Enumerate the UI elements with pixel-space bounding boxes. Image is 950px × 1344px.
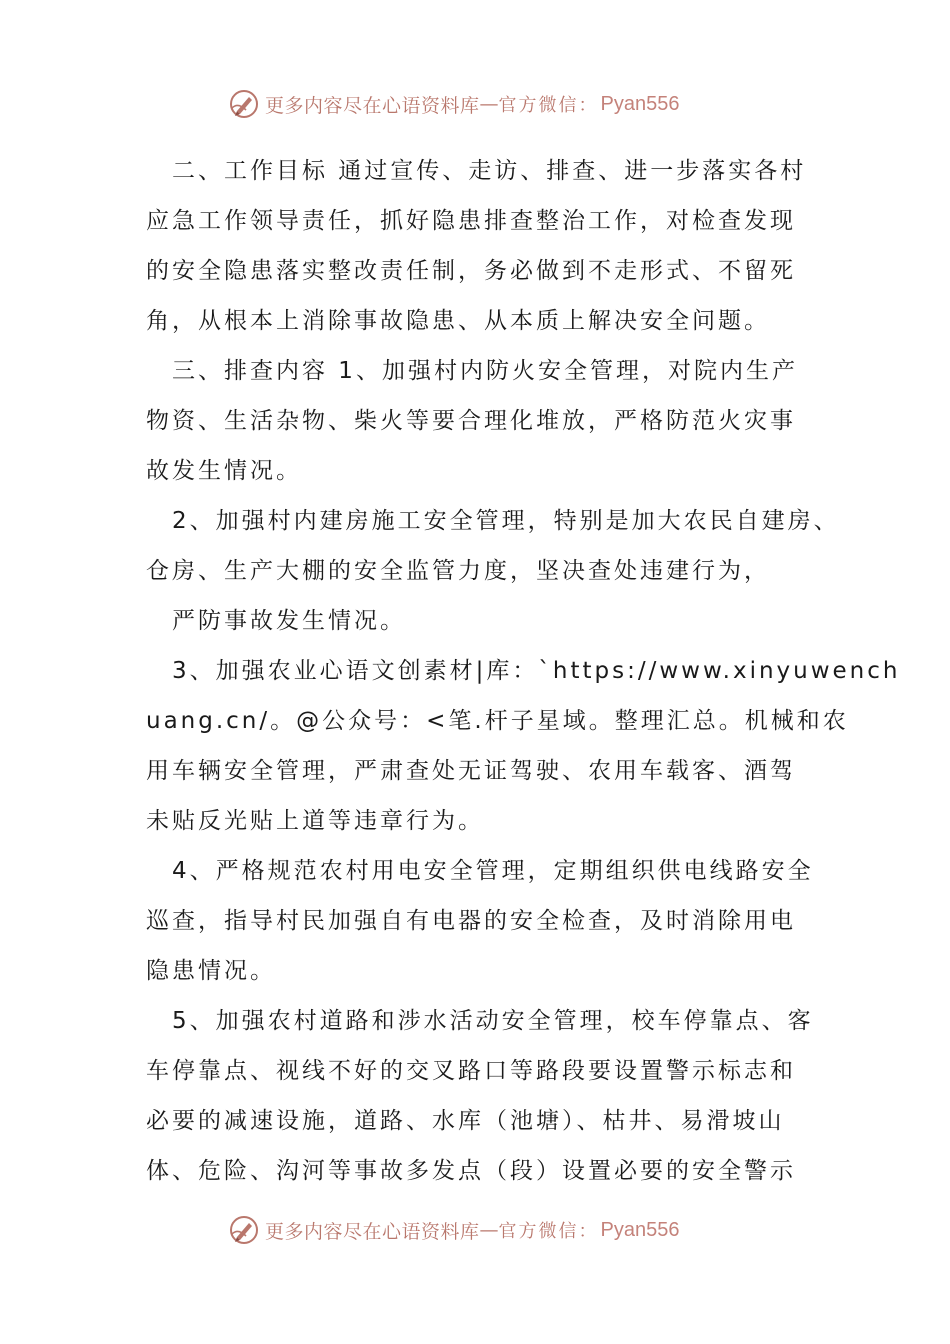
banner-text: 更多内容尽在心语资料库 [265, 94, 480, 117]
text-line: 5、加强农村道路和涉水活动安全管理，校车停靠点、客 [172, 1008, 814, 1034]
banner-wechat-label: 官方微信： [498, 1221, 599, 1242]
text-line: 必要的减速设施，道路、水库（池塘）、枯井、易滑坡山 [146, 1108, 785, 1134]
text-line: 3、加强农业心语文创素材|库：`https://www.xinyuwench [172, 658, 901, 684]
banner-wechat-id: Pyan556 [600, 92, 680, 115]
banner-wechat-label: 官方微信： [498, 95, 599, 116]
banner-separator: — [479, 1219, 499, 1241]
header-banner [228, 84, 728, 124]
text-line: 用车辆安全管理，严肃查处无证驾驶、农用车载客、酒驾 [146, 758, 796, 784]
text-line: 二、工作目标 通过宣传、走访、排查、进一步落实各村 [172, 158, 807, 184]
text-line: 故发生情况。 [146, 458, 302, 484]
text-line: 巡查，指导村民加强自有电器的安全检查，及时消除用电 [146, 908, 796, 934]
text-line: uang.cn/。@公众号：<笔.杆子星域。整理汇总。机械和农 [146, 708, 849, 734]
text-line: 的安全隐患落实整改责任制，务必做到不走形式、不留死 [146, 258, 796, 284]
pen-logo-icon [228, 88, 260, 120]
banner-text: 更多内容尽在心语资料库 [265, 1220, 480, 1243]
pen-logo-icon [228, 1214, 260, 1246]
text-line: 严防事故发生情况。 [172, 608, 406, 634]
text-line: 未贴反光贴上道等违章行为。 [146, 808, 484, 834]
banner-separator: — [479, 93, 499, 115]
text-line: 应急工作领导责任，抓好隐患排查整治工作，对检查发现 [146, 208, 796, 234]
document-body [146, 146, 901, 1196]
text-line: 物资、生活杂物、柴火等要合理化堆放，严格防范火灾事 [146, 408, 796, 434]
text-line: 隐患情况。 [146, 958, 276, 984]
banner-wechat-id: Pyan556 [600, 1218, 680, 1241]
text-line: 三、排查内容 1、加强村内防火安全管理，对院内生产 [172, 358, 798, 384]
text-line: 2、加强村内建房施工安全管理，特别是加大农民自建房、 [172, 508, 840, 534]
footer-banner [228, 1210, 728, 1250]
text-line: 角，从根本上消除事故隐患、从本质上解决安全问题。 [146, 308, 770, 334]
text-line: 车停靠点、视线不好的交叉路口等路段要设置警示标志和 [146, 1058, 796, 1084]
text-line: 仓房、生产大棚的安全监管力度，坚决查处违建行为， [146, 558, 770, 584]
text-line: 体、危险、沟河等事故多发点（段）设置必要的安全警示 [146, 1158, 796, 1184]
text-line: 4、严格规范农村用电安全管理，定期组织供电线路安全 [172, 858, 814, 884]
